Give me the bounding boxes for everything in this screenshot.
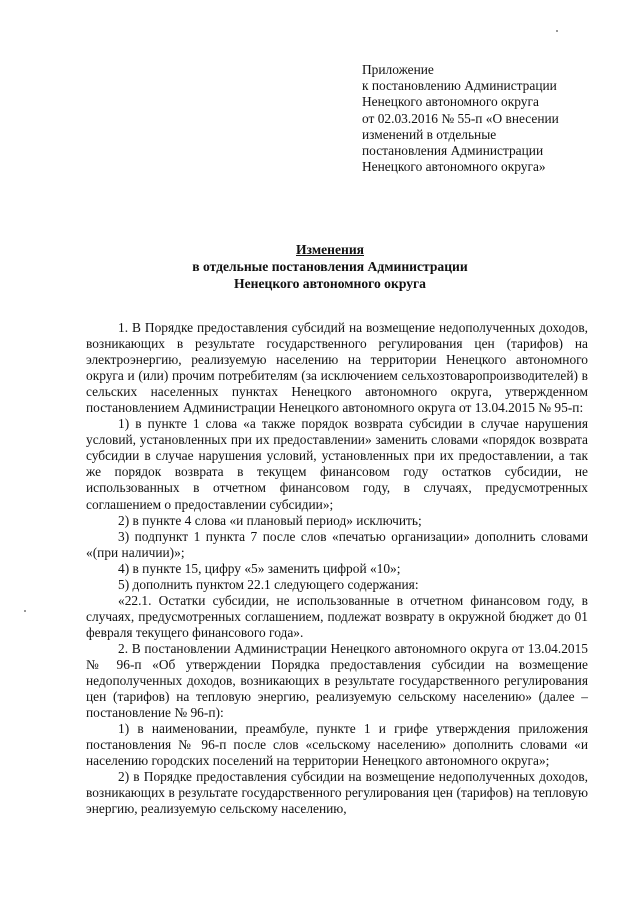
appendix-line: от 02.03.2016 № 55-п «О внесении — [362, 110, 559, 126]
appendix-line: постановления Администрации — [362, 143, 544, 159]
title-line-1: Изменения — [295, 242, 365, 257]
appendix-block — [362, 62, 612, 175]
paragraph: 4) в пункте 15, цифру «5» заменить цифрой «10»; — [118, 560, 401, 576]
appendix-line: изменений в отдельные — [362, 126, 497, 142]
title-line-3: Ненецкого автономного округа — [234, 276, 426, 291]
paragraph: 2) в пункте 4 слова «и плановый период» исключить; — [118, 512, 422, 528]
title-line-2: в отдельные постановления Администрации — [192, 259, 468, 274]
paragraph: 2. В постановлении Администрации Ненецкого автономного округа от 13.04.2015 № 96-п «Об утверждении Порядка предоставления субсидии на возмещение недополученных доходов, возникающих в результате государственного регулирования цен (тарифов) на тепловую энергию, реализуемую сельскому населению» (далее – постановление № 96-п): — [86, 640, 588, 721]
appendix-line: Ненецкого автономного округа» — [362, 159, 546, 175]
appendix-line: Ненецкого автономного округа — [362, 94, 539, 110]
appendix-line: Приложение — [362, 62, 434, 77]
document-body — [86, 320, 588, 817]
paragraph: 1. В Порядке предоставления субсидий на возмещение недополученных доходов, возникающих в результате государственного регулирования цен (тарифов) на электроэнергию, реализуемую населению на территории Ненецкого автономного округа и (или) прочим потребителям (за исключением сельхозтоваропроизводителей) в сельских населенных пунктах Ненецкого автономного округа, утвержденном постановлением Администрации Ненецкого автономного округа от 13.04.2015 № 95-п: — [86, 320, 588, 416]
scan-speck — [24, 610, 26, 612]
paragraph: 1) в наименовании, преамбуле, пункте 1 и грифе утверждения приложения постановления № 96-п после слов «сельскому населению» дополнить словами «и населению городских поселений на территории Ненецкого автономного округа»; — [86, 721, 588, 769]
paragraph: 3) подпункт 1 пункта 7 после слов «печатью организации» дополнить словами «(при наличии)»; — [86, 528, 588, 560]
paragraph: 2) в Порядке предоставления субсидии на возмещение недополученных доходов, возникающих в результате государственного регулирования цен (тарифов) на тепловую энергию, реализуемую сельскому населению, — [86, 769, 588, 817]
appendix-line: к постановлению Администрации — [362, 78, 557, 94]
paragraph: 5) дополнить пунктом 22.1 следующего содержания: — [118, 576, 419, 592]
scan-speck — [556, 30, 558, 32]
document-title — [60, 241, 600, 292]
paragraph: 1) в пункте 1 слова «а также порядок возврата субсидии в случае нарушения условий, установленных при их предоставлении» заменить словами «порядок возврата субсидии в случае нарушения условий, установленных при их предоставлении, а так же порядок возврата в текущем финансовом году остатков субсидии, не использованных в отчетном финансовом году, в случаях, предусмотренных соглашением о предоставлении субсидии»; — [86, 416, 588, 512]
paragraph: «22.1. Остатки субсидии, не использованные в отчетном финансовом году, в случаях, предусмотренных соглашением, подлежат возврату в окружной бюджет до 01 февраля текущего финансового года». — [86, 592, 588, 640]
